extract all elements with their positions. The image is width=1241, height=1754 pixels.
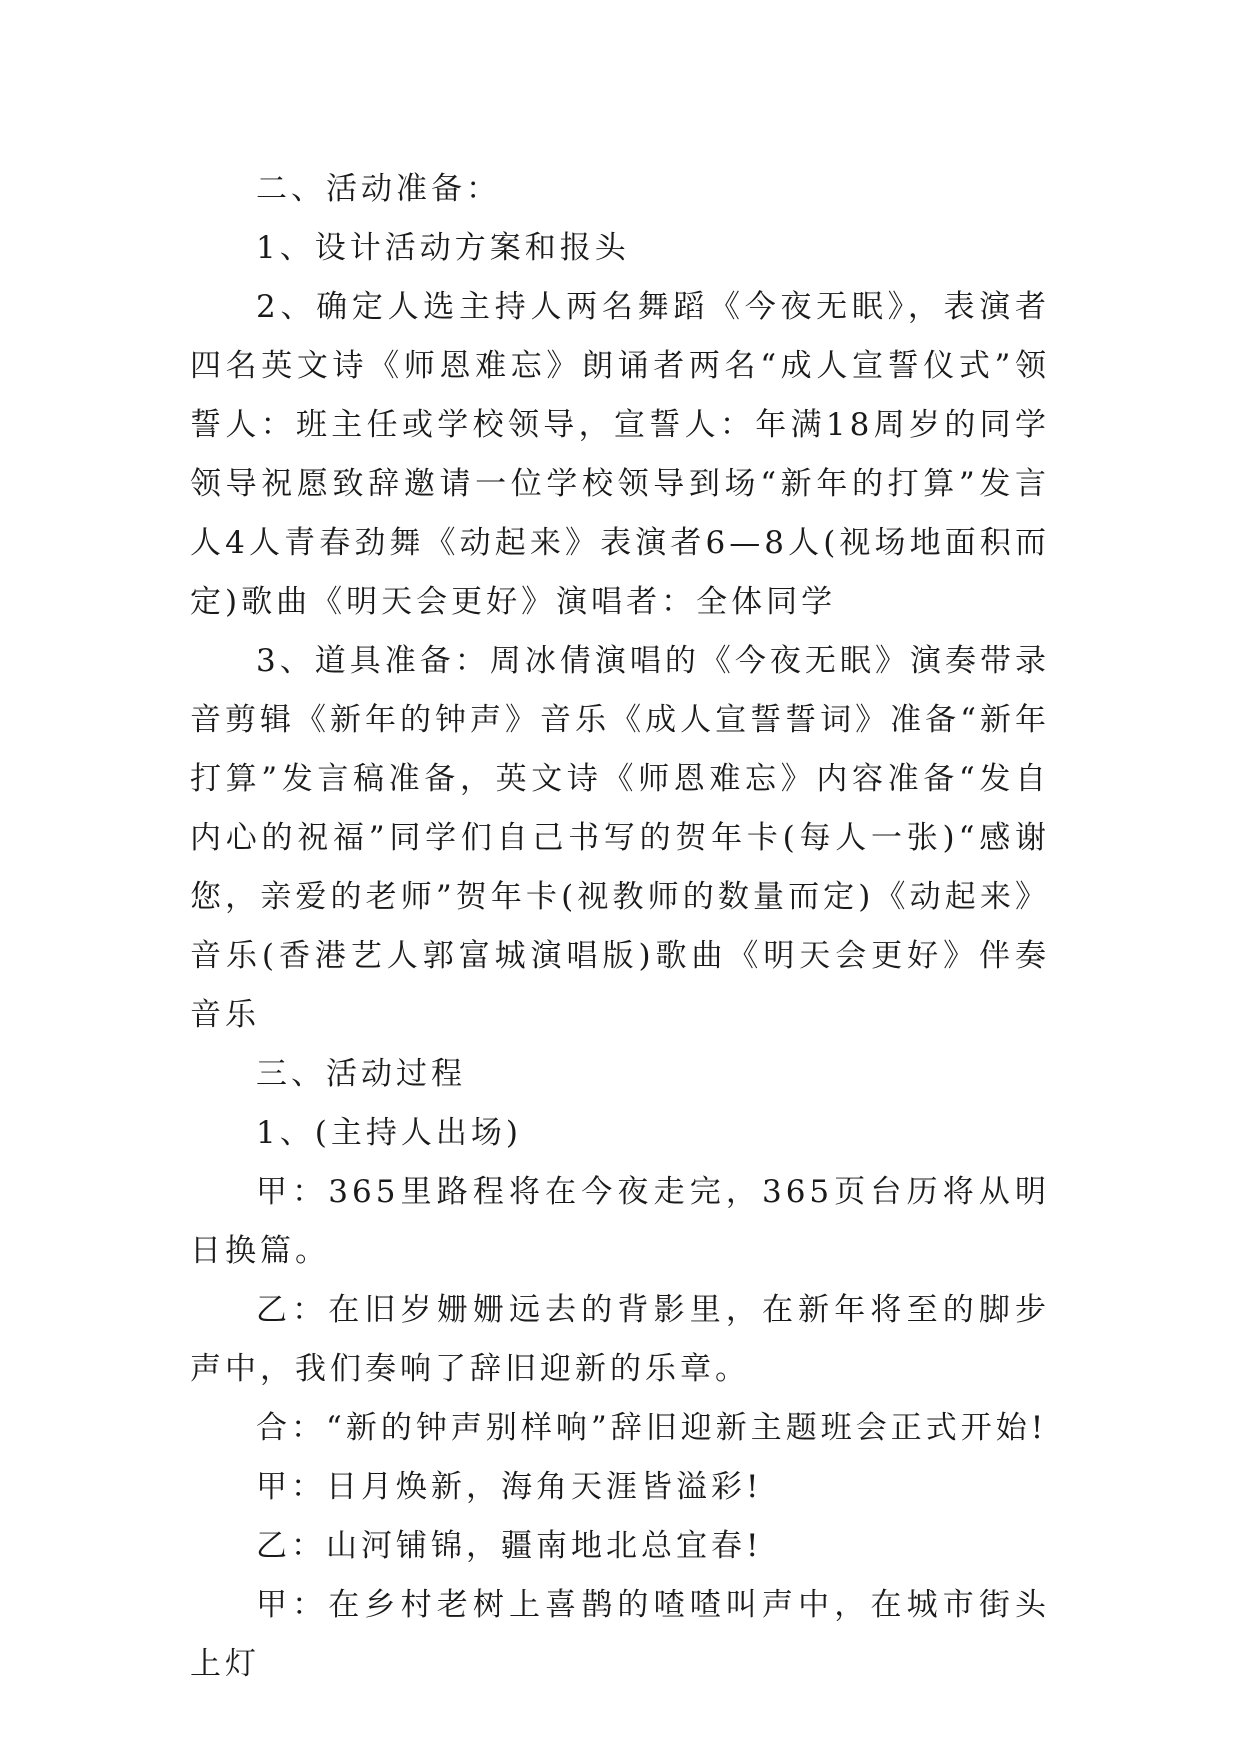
- dialogue-line: 甲：在乡村老树上喜鹊的喳喳叫声中，在城市街头上灯: [190, 1587, 1050, 1682]
- dialogue-line: 甲：日月焕新，海角天涯皆溢彩!: [256, 1469, 763, 1505]
- dialogue-line: 乙：山河铺锦，疆南地北总宜春!: [256, 1528, 763, 1564]
- dialogue-line: 合：“新的钟声别样响”辞旧迎新主题班会正式开始!: [256, 1410, 1048, 1446]
- dialogue-line: 乙：在旧岁姗姗远去的背影里，在新年将至的脚步声中，我们奏响了辞旧迎新的乐章。: [190, 1292, 1050, 1387]
- section-heading-preparation: 二、活动准备：: [256, 171, 501, 207]
- paragraph-item-3: 3、道具准备：周冰倩演唱的《今夜无眠》演奏带录音剪辑《新年的钟声》音乐《成人宣誓誓词》准备“新年打算”发言稿准备，英文诗《师恩难忘》内容准备“发自内心的祝福”同学们自己书写的贺年卡(每人一张)“感谢您，亲爱的老师”贺年卡(视教师的数量而定)《动起来》音乐(香港艺人郭富城演唱版)歌曲《明天会更好》伴奏音乐: [190, 643, 1050, 1033]
- paragraph-host-entrance: 1、(主持人出场): [256, 1115, 522, 1151]
- section-heading-process: 三、活动过程: [256, 1056, 466, 1092]
- paragraph-item-2: 2、确定人选主持人两名舞蹈《今夜无眠》，表演者四名英文诗《师恩难忘》朗诵者两名“成人宣誓仪式”领誓人：班主任或学校领导，宣誓人：年满18周岁的同学领导祝愿致辞邀请一位学校领导到场“新年的打算”发言人4人青春劲舞《动起来》表演者6—8人(视场地面积而定)歌曲《明天会更好》演唱者：全体同学: [190, 289, 1050, 620]
- paragraph-item-1: 1、设计活动方案和报头: [256, 230, 630, 266]
- document-body: [190, 160, 1050, 1694]
- dialogue-line: 甲：365里路程将在今夜走完，365页台历将从明日换篇。: [190, 1174, 1050, 1269]
